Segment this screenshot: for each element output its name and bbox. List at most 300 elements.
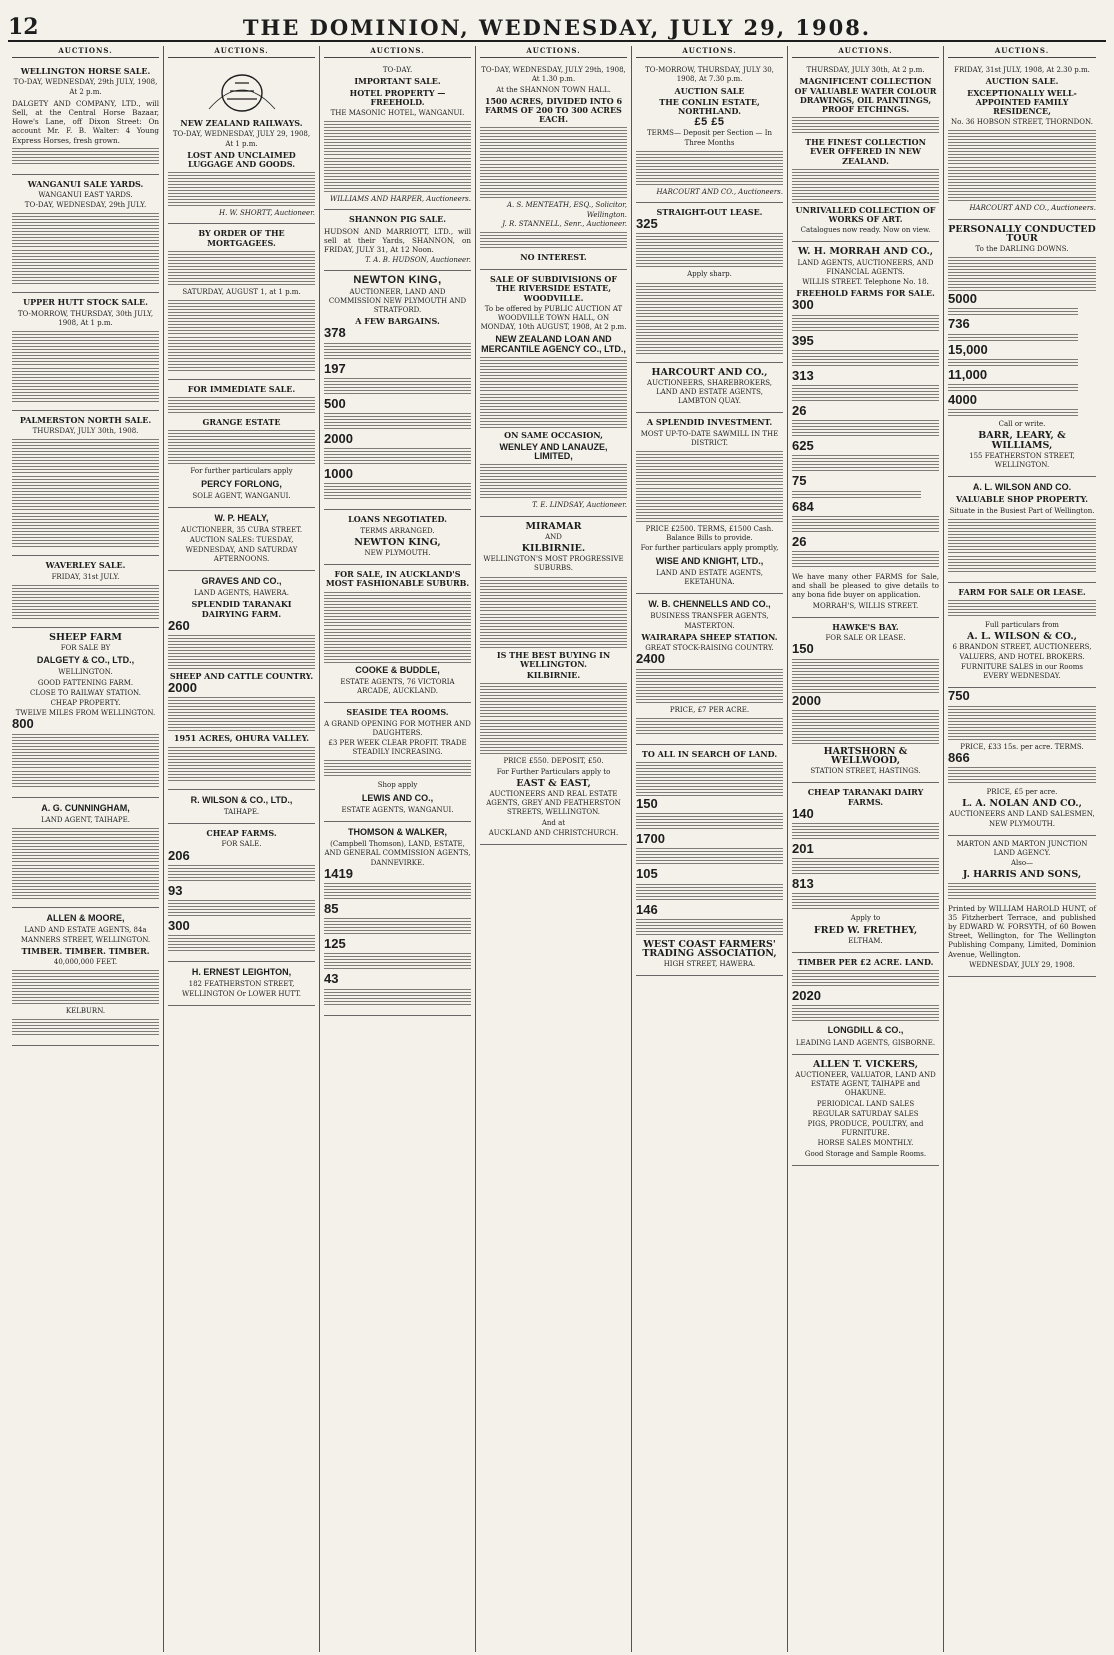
acreage: 146 (636, 901, 658, 917)
ad-headline: BY ORDER OF THE MORTGAGEES. (198, 228, 285, 248)
text-filler (948, 167, 1096, 201)
ad-line: PIGS, PRODUCE, POULTRY, and FURNITURE. (807, 1119, 924, 1138)
acreage: 2020 (792, 988, 821, 1004)
acreage: 43 (324, 971, 339, 987)
ad-subhead: HIGH STREET, HAWERA. (663, 960, 756, 969)
ad-cunningham (12, 798, 159, 908)
text-filler (948, 409, 1078, 417)
ad-date: THURSDAY, JULY 30th, At 2 p.m. (806, 66, 925, 75)
ad-body: We have many other FARMS for Sale, and shall be pleased to give details to any bona fide buyer on application. (792, 572, 939, 600)
ad-estate: GRANGE ESTATE (202, 417, 281, 428)
ad-firm: W. B. CHENNELLS AND CO., (648, 599, 771, 610)
ad-headline: SHANNON PIG SALE. (348, 214, 447, 225)
ad-line: Good Storage and Sample Rooms. (804, 1149, 927, 1158)
ad-terms: TERMS— Deposit per Section — In Three Months (646, 129, 773, 147)
column-3 (320, 46, 476, 1652)
ad-subhead: LAND AGENTS, AUCTIONEERS, AND FINANCIAL AGENTS. (797, 258, 934, 276)
ad-subhead: LAND AGENTS, HAWERA. (194, 589, 289, 598)
acreage: 800 (12, 716, 34, 732)
text-filler (168, 697, 315, 731)
text-filler (12, 734, 159, 768)
ad-subhead: A GRAND OPENING FOR MOTHER AND DAUGHTERS. (324, 719, 471, 737)
ad-place: At the SHANNON TOWN HALL. (496, 85, 611, 94)
text-filler (636, 488, 783, 522)
ad-firm: COOKE & BUDDLE, (355, 664, 440, 675)
imprint: Printed by WILLIAM HAROLD HUNT, of 35 Fitzherbert Terrace, and published by EDWARD W. FORSYTH, of 60 Bowen Street, Wellington, for The Wellington Publishing Company, Limited, Dominion Avenue, Wellington. (948, 903, 1096, 959)
text-filler (12, 368, 159, 402)
ad-subhead: AUCTIONEERS AND REAL ESTATE AGENTS, GREY AND FEATHERSTON STREETS, WELLINGTON. (486, 789, 621, 817)
text-filler (792, 858, 939, 876)
text-filler (948, 384, 1078, 392)
acreage: 125 (324, 936, 346, 952)
text-filler (636, 320, 783, 354)
text-filler (948, 767, 1096, 785)
railway-crest-icon (197, 69, 287, 115)
ad-immediate-sale (168, 380, 315, 508)
ad-subhead: AUCTIONEER, LAND AND COMMISSION NEW PLYMOUTH AND STRATFORD. (328, 287, 467, 315)
ad-signature: H. W. SHORTT, Auctioneer. (219, 209, 315, 218)
text-filler (168, 397, 315, 415)
text-filler (324, 883, 471, 901)
ad-date: SATURDAY, AUGUST 1, at 1 p.m. (182, 287, 301, 296)
text-filler (12, 771, 159, 789)
ad-title: HOTEL PROPERTY — FREEHOLD. (349, 87, 446, 107)
acreage: 2000 (168, 680, 197, 696)
ad-firm: LEWIS AND CO., (361, 792, 434, 803)
ad-title: TIMBER PER £2 ACRE. LAND. (797, 956, 934, 967)
text-filler (12, 148, 159, 166)
ad-nz-railways (168, 62, 315, 224)
ad-subhead: FOR SALE. (221, 840, 262, 849)
ad-subhead: 155 FEATHERSTON STREET, WELLINGTON. (969, 451, 1075, 470)
column-1 (8, 46, 164, 1652)
text-filler (168, 900, 315, 918)
ad-firm: HARCOURT AND CO., (651, 366, 768, 378)
ad-title: PERSONALLY CONDUCTED TOUR (948, 223, 1096, 244)
acreage: 736 (948, 316, 970, 332)
text-filler (948, 359, 1078, 367)
ad-date: TO-MORROW, THURSDAY, 30th JULY, 1908, At 1 p.m. (17, 309, 154, 327)
ad-auckland-suburb (324, 565, 471, 703)
ad-nolan-farms (948, 688, 1096, 835)
ad-firm: NEWTON KING, (353, 274, 442, 287)
ad-contact: Call or write. (998, 420, 1046, 429)
ad-firm: GRAVES AND CO., (201, 576, 282, 587)
ad-title: KILBIRNIE. (521, 543, 586, 555)
ad-subhead: AUCTIONEER, VALUATOR, LAND AND ESTATE AGENT, TAIHAPE and OHAKUNE. (795, 1070, 936, 1098)
text-filler (324, 378, 471, 396)
ad-firm: J. HARRIS AND SONS, (962, 869, 1082, 881)
text-filler (12, 970, 159, 1004)
ad-date: FRIDAY, 31st JULY, 1908, At 2.30 p.m. (954, 66, 1090, 75)
ad-shannon-farms (480, 62, 627, 270)
ad-line: HORSE SALES MONTHLY. (817, 1139, 914, 1148)
text-filler (168, 635, 315, 669)
ad-title: FOR SALE, IN AUCKLAND'S MOST FASHIONABLE SUBURB. (325, 569, 470, 589)
ad-subhead: EXCEPTIONALLY WELL-APPOINTED FAMILY RESIDENCE, (967, 87, 1077, 117)
column-header: AUCTIONS. (324, 46, 471, 58)
ad-line: CLOSE TO RAILWAY STATION. (30, 688, 141, 697)
acreage: 150 (636, 795, 658, 811)
text-filler (636, 233, 783, 267)
ad-subhead: STATION STREET, HASTINGS. (810, 767, 921, 776)
ad-loans (324, 510, 471, 565)
ad-title: 1500 ACRES, DIVIDED INTO 6 FARMS OF 200 TO 300 ACRES EACH. (484, 95, 623, 125)
acreage: 300 (168, 917, 190, 933)
ad-line: NO INTEREST. (520, 252, 587, 263)
text-filler (792, 516, 939, 534)
ad-sawmill (636, 413, 783, 594)
ad-title: WAIRARAPA SHEEP STATION. (641, 631, 778, 642)
column-header: AUCTIONS. (948, 46, 1096, 58)
acreage: 197 (324, 360, 346, 376)
ad-firm: BARR, LEARY, & WILLIAMS, (978, 430, 1066, 451)
ad-title: A SPLENDID INVESTMENT. (646, 417, 773, 428)
ad-conlin-estate (636, 62, 783, 203)
ad-signature: J. R. STANNELL, Senr., Auctioneer. (502, 219, 627, 228)
acreage: 4000 (948, 392, 977, 408)
acreage: 105 (636, 866, 658, 882)
ad-thomson-walker (324, 822, 471, 1016)
ad-place: ELTHAM. (848, 936, 883, 945)
text-filler (792, 385, 939, 403)
column-header: AUCTIONS. (168, 46, 315, 58)
text-filler (324, 953, 471, 971)
acreage: 313 (792, 367, 814, 383)
ad-title: FREEHOLD FARMS FOR SALE. (796, 288, 935, 299)
ad-firm: ALLEN T. VICKERS, (812, 1058, 919, 1070)
acreage: 866 (948, 749, 970, 765)
column-6 (788, 46, 944, 1652)
text-filler (12, 250, 159, 284)
text-filler (324, 629, 471, 663)
text-filler (636, 669, 783, 703)
ad-seaside-tea-rooms (324, 703, 471, 822)
text-filler (792, 455, 939, 473)
ad-title: SPLENDID TARANAKI DAIRYING FARM. (191, 599, 292, 619)
ad-line: PERIODICAL LAND SALES (816, 1099, 915, 1108)
text-filler (948, 600, 1096, 618)
ad-masonic-hotel (324, 62, 471, 210)
text-filler (12, 213, 159, 247)
ad-subhead: MOST UP-TO-DATE SAWMILL IN THE DISTRICT. (640, 429, 779, 447)
ad-subhead: GREAT STOCK-RAISING COUNTRY. (645, 644, 774, 653)
ad-signature: WILLIAMS AND HARPER, Auctioneers. (330, 195, 471, 204)
text-filler (168, 300, 315, 334)
acreage: 93 (168, 882, 183, 898)
acreage: 378 (324, 325, 346, 341)
text-filler (792, 350, 939, 368)
ad-contact: Full particulars from (985, 621, 1059, 630)
imprint-date: WEDNESDAY, JULY 29, 1908. (969, 960, 1075, 969)
column-7 (944, 46, 1100, 1652)
ad-contact: Apply sharp. (687, 270, 732, 279)
ad-firm: A. L. WILSON & CO., (967, 631, 1077, 643)
ad-title: FARM FOR SALE OR LEASE. (958, 586, 1086, 597)
ad-body: DALGETY AND COMPANY, LTD., will Sell, at the Central Horse Bazaar, Howe's Lane, off Dixon Street: On account Mr. F. B. Walter: 4 Young Express Horses, fresh grown. (12, 98, 159, 145)
ad-wellington-horse-sale (12, 62, 159, 175)
text-filler (324, 413, 471, 431)
ad-subhead: FOR SALE BY (60, 644, 111, 653)
ad-subhead: SOLE AGENT, WANGANUI. (192, 491, 291, 500)
ad-wilson-taihape (168, 790, 315, 824)
ad-straight-out-lease (636, 203, 783, 363)
ad-date: THURSDAY, JULY 30th, 1908. (32, 427, 139, 436)
ad-subhead: LAND AND ESTATE AGENTS, 84a MANNERS STREET, WELLINGTON. (20, 926, 151, 944)
ad-shannon-pig-sale (324, 210, 471, 271)
text-filler (168, 747, 315, 781)
text-filler (12, 828, 159, 862)
ad-mortgagees (168, 224, 315, 380)
ad-title: SALE OF SUBDIVISIONS OF THE RIVERSIDE ESTATE, WOODVILLE. (489, 274, 618, 303)
text-filler (324, 448, 471, 466)
text-filler (168, 337, 315, 371)
acreage: 684 (792, 498, 814, 514)
ad-subhead: FOR SALE OR LEASE. (825, 634, 906, 643)
ad-firm: W. P. HEALY, (214, 513, 269, 524)
acreage: 325 (636, 216, 658, 232)
ad-firm: THOMSON & WALKER, (348, 826, 447, 837)
ad-firm: HARTSHORN & WELLWOOD, (823, 745, 908, 766)
ad-firm: ALLEN & MOORE, (46, 913, 125, 924)
ad-graves (168, 571, 315, 790)
ad-darling-downs-tour (948, 220, 1096, 478)
ad-title: MAGNIFICENT COLLECTION OF VALUABLE WATER COLOUR DRAWINGS, OIL PAINTINGS, PROOF ETCHINGS. (794, 76, 937, 115)
ad-headline: SHEEP FARM (49, 631, 122, 643)
ad-subhead: 182 FEATHERSTON STREET, WELLINGTON Or LOWER HUTT. (181, 980, 301, 998)
text-filler (480, 232, 627, 250)
ad-title: STRAIGHT-OUT LEASE. (656, 207, 763, 218)
acreage: 206 (168, 847, 190, 863)
text-filler (480, 720, 627, 754)
text-filler (324, 483, 471, 501)
ad-farm-sale-lease (948, 583, 1096, 688)
ad-estate: THE CONLIN ESTATE, NORTHLAND. (659, 96, 760, 117)
ad-headline: TIMBER. TIMBER. TIMBER. (21, 945, 150, 956)
text-filler (636, 283, 783, 317)
text-filler (792, 659, 939, 693)
ad-hawkes-bay (792, 618, 939, 783)
acreage: 300 (792, 297, 814, 313)
ad-title: TO ALL IN SEARCH OF LAND. (641, 748, 778, 759)
ad-search-of-land (636, 745, 783, 977)
ad-date: TO-DAY, WEDNESDAY, 29th JULY, 1908, At 2 p.m. (13, 78, 158, 96)
text-filler (792, 893, 939, 911)
ad-subhead: Situate in the Busiest Part of Wellington. (949, 506, 1095, 515)
ad-palmerston-north-sale (12, 411, 159, 556)
ad-signature: HARCOURT AND CO., Auctioneers. (969, 204, 1096, 213)
ad-line: KELBURN. (65, 1007, 106, 1016)
text-filler (636, 848, 783, 866)
ad-cheap-farms (168, 824, 315, 962)
ad-line: KILBIRNIE. (526, 670, 581, 681)
ad-subhead: TERMS ARRANGED. (360, 526, 435, 535)
ad-title: LOST AND UNCLAIMED LUGGAGE AND GOODS. (187, 149, 296, 170)
acreage: 1700 (636, 831, 665, 847)
ad-firm: DALGETY & CO., LTD., (36, 655, 135, 666)
text-filler (792, 420, 939, 438)
ad-headline: FOR IMMEDIATE SALE. (187, 384, 296, 395)
text-filler (12, 513, 159, 547)
text-filler (480, 127, 627, 161)
ad-longdill (792, 953, 939, 1055)
ad-subhead: BUSINESS TRANSFER AGENTS, MASTERTON. (650, 612, 769, 630)
ad-address: WILLIS STREET. Telephone No. 18. (802, 278, 929, 287)
ad-contact: Shop apply (377, 781, 418, 790)
ad-line: Catalogues now ready. Now on view. (800, 226, 931, 235)
ad-firm: NEW ZEALAND LOAN AND MERCANTILE AGENCY CO., LTD., (481, 334, 626, 354)
column-header: AUCTIONS. (792, 46, 939, 58)
ad-contact: For further particulars apply promptly, (640, 544, 779, 553)
ad-firm: A. G. CUNNINGHAM, (41, 802, 130, 813)
ad-headline: WANGANUI SALE YARDS. (27, 178, 144, 189)
page-number: 12 (8, 14, 39, 40)
text-filler (324, 121, 471, 155)
ad-conjunction: Also— (1010, 859, 1034, 868)
ad-line: UNRIVALLED COLLECTION OF WORKS OF ART. (795, 204, 936, 225)
ad-conjunction: And at (541, 818, 566, 827)
ad-line: 40,000,000 FEET. (53, 957, 118, 966)
text-filler (12, 865, 159, 899)
ad-firm: WISE AND KNIGHT, LTD., (655, 555, 764, 566)
column-4 (476, 46, 632, 1652)
acreage: 500 (324, 395, 346, 411)
column-5 (632, 46, 788, 1652)
text-filler (948, 308, 1078, 316)
acreage: 260 (168, 617, 190, 633)
text-filler (792, 970, 939, 988)
ad-price: PRICE, £33 15s. per acre. TERMS. (960, 742, 1084, 751)
page-title: THE DOMINION, WEDNESDAY, JULY 29, 1908. (242, 15, 872, 40)
acreage: 1419 (324, 865, 353, 881)
text-filler (792, 169, 939, 203)
ad-address: No. 36 HOBSON STREET, THORNDON. (951, 118, 1093, 127)
ad-line: AUCTION SALES: TUESDAY, WEDNESDAY, AND SATURDAY AFTERNOONS. (185, 536, 298, 563)
ad-marton-agency (948, 836, 1096, 977)
text-filler (480, 614, 627, 648)
text-filler (12, 476, 159, 510)
ad-subhead: TAIHAPE. (223, 807, 260, 816)
text-filler (792, 551, 939, 569)
text-filler (792, 315, 939, 333)
text-filler (324, 918, 471, 936)
text-filler (948, 257, 1096, 291)
ad-subhead: To the DARLING DOWNS. (975, 245, 1069, 254)
ad-price: PRICE, £7 PER ACRE. (669, 705, 750, 714)
text-filler (480, 164, 627, 198)
ad-title: LOANS NEGOTIATED. (348, 514, 447, 525)
ad-firm: R. WILSON & CO., LTD., (190, 794, 293, 805)
acreage: 26 (792, 533, 807, 549)
ad-date: FRIDAY, 31st JULY. (51, 572, 120, 581)
text-filler (948, 883, 1096, 901)
ad-line: TWELVE MILES FROM WELLINGTON. (15, 709, 156, 718)
ad-contact: Apply to (850, 914, 881, 923)
ad-price: PRICE, £5 per acre. (986, 787, 1058, 796)
text-filler (636, 718, 783, 736)
text-filler (948, 519, 1096, 553)
acreage: 395 (792, 332, 814, 348)
column-2 (164, 46, 320, 1652)
ad-title: MARTON AND MARTON JUNCTION LAND AGENCY. (956, 839, 1088, 857)
ad-line: GOOD FATTENING FARM. (37, 678, 134, 687)
ad-subhead: LAND AND ESTATE AGENTS, EKETAHUNA. (656, 568, 763, 587)
text-filler (948, 334, 1078, 342)
ad-signature: T. A. B. HUDSON, Auctioneer. (365, 256, 471, 265)
acreage: 813 (792, 876, 814, 892)
acreage: 85 (324, 900, 339, 916)
ad-signature: T. E. LINDSAY, Auctioneer. (532, 501, 627, 510)
ad-headline: IMPORTANT SALE. (354, 76, 441, 87)
text-filler (324, 592, 471, 626)
ad-subhead: ESTATE AGENTS, 76 VICTORIA ARCADE, AUCKLAND. (340, 677, 455, 696)
ad-upper-hutt-stock-sale (12, 293, 159, 411)
ad-subhead: AUCTIONEER, 35 CUBA STREET. (180, 526, 303, 535)
ad-place: ESTATE AGENTS, WANGANUI. (341, 805, 454, 814)
ad-newton-king (324, 271, 471, 510)
ad-subhead: THE FINEST COLLECTION EVER OFFERED IN NEW ZEALAND. (805, 137, 926, 166)
acreage: 11,000 (948, 366, 988, 382)
text-filler (636, 884, 783, 902)
ad-line: FURNITURE SALES in our Rooms EVERY WEDNESDAY. (961, 662, 1083, 681)
text-filler (948, 130, 1096, 164)
ad-firm: WENLEY AND LANAUZE, LIMITED, (499, 442, 608, 462)
text-filler (636, 762, 783, 796)
ad-firm: NEWTON KING, (354, 536, 441, 548)
ad-subhead: WELLINGTON'S MOST PROGRESSIVE SUBURBS. (483, 555, 624, 573)
ad-deposit: £5 £5 (694, 116, 725, 129)
text-filler (948, 706, 1096, 740)
ad-riverside-estate (480, 270, 627, 516)
ad-taranaki-dairy (792, 783, 939, 953)
ad-miramar-kilbirnie (480, 517, 627, 845)
text-filler (168, 251, 315, 285)
ad-subhead: (Campbell Thomson), LAND, ESTATE, AND GENERAL COMMISSION AGENTS, DANNEVIRKE. (324, 840, 471, 867)
ad-firm: L. A. NOLAN AND CO., (962, 798, 1082, 810)
ad-place: NEW PLYMOUTH. (364, 549, 431, 558)
ad-firm: H. ERNEST LEIGHTON, (191, 967, 292, 978)
text-filler (792, 491, 921, 499)
ad-line: CHEAP PROPERTY. (50, 699, 121, 708)
text-filler (948, 556, 1096, 574)
text-filler (324, 343, 471, 361)
ad-headline: WELLINGTON HORSE SALE. (20, 66, 151, 77)
ad-subhead: AUCTIONEERS, SHAREBROKERS, LAND AND ESTATE AGENTS, LAMBTON QUAY. (647, 378, 772, 406)
acreage: 2000 (792, 692, 821, 708)
ad-title: ON SAME OCCASION, (504, 429, 603, 440)
ad-contact: For Further Particulars apply to (496, 767, 611, 776)
ad-family-residence (948, 62, 1096, 219)
ad-wanganui-sale (12, 175, 159, 294)
text-filler (636, 151, 783, 185)
column-header: AUCTIONS. (636, 46, 783, 58)
ad-subhead: 6 BRANDON STREET, AUCTIONEERS, VALUERS, AND HOTEL BROKERS. (952, 643, 1092, 661)
ad-headline: WAVERLEY SALE. (45, 560, 126, 571)
acreage: 26 (792, 403, 807, 419)
text-filler (480, 394, 627, 428)
ad-title: 1951 ACRES, OHURA VALLEY. (173, 733, 310, 744)
ad-subhead: WANGANUI EAST YARDS. (38, 191, 133, 200)
text-filler (480, 577, 627, 611)
text-filler (636, 813, 783, 831)
ad-title: VALUABLE SHOP PROPERTY. (956, 494, 1088, 505)
text-filler (168, 935, 315, 953)
text-filler (636, 919, 783, 937)
acreage: 1000 (324, 466, 353, 482)
ad-signature: A. S. MENTEATH, ESQ., Solicitor, Wellington. (506, 201, 627, 219)
text-filler (480, 464, 627, 498)
text-filler (324, 760, 471, 778)
